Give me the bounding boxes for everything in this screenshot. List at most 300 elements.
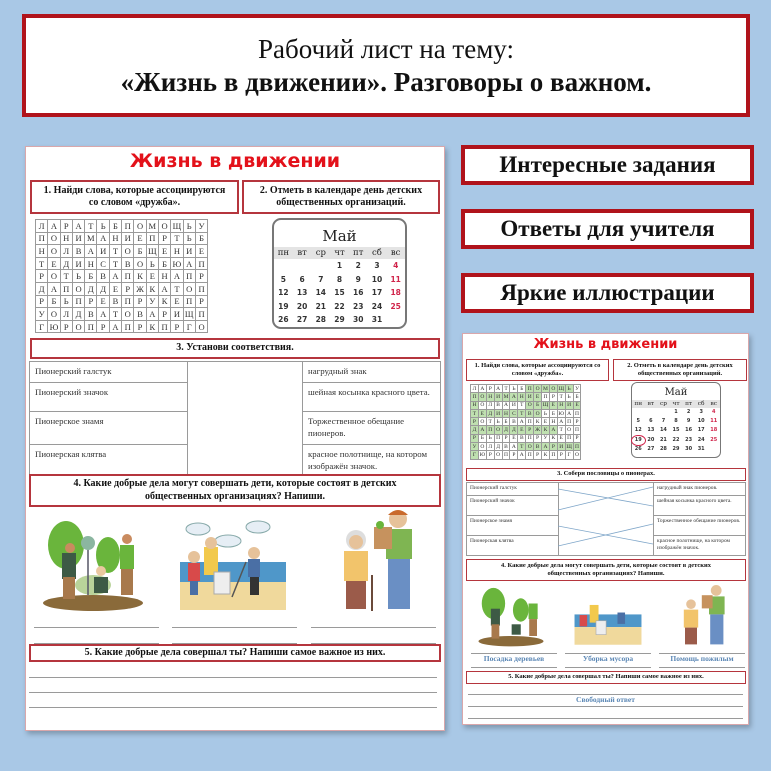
grid-letter[interactable]: С bbox=[510, 409, 518, 417]
grid-letter[interactable]: Р bbox=[158, 308, 170, 321]
grid-letter[interactable]: П bbox=[72, 295, 84, 308]
calendar-day[interactable]: 11 bbox=[710, 418, 718, 425]
grid-letter[interactable]: П bbox=[504, 452, 508, 459]
matching-definition[interactable]: шейная косынка красного цвета. bbox=[654, 496, 746, 516]
grid-letter[interactable]: И bbox=[97, 245, 109, 258]
grid-letter[interactable]: Н bbox=[109, 232, 121, 245]
matching-term[interactable]: Пионерский значок bbox=[30, 382, 188, 411]
grid-letter[interactable]: У bbox=[472, 443, 477, 450]
grid-letter[interactable]: Н bbox=[60, 232, 72, 245]
grid-letter[interactable]: Л bbox=[60, 245, 72, 258]
calendar-day[interactable]: 30 bbox=[353, 315, 364, 324]
grid-letter[interactable]: Ж bbox=[535, 427, 541, 434]
grid-letter[interactable]: Л bbox=[486, 401, 494, 409]
grid-letter[interactable]: О bbox=[134, 220, 146, 233]
grid-letter[interactable]: А bbox=[109, 320, 121, 333]
grid-letter[interactable]: Б bbox=[534, 401, 542, 409]
grid-letter[interactable]: Р bbox=[510, 451, 518, 459]
grid-letter[interactable]: В bbox=[122, 257, 134, 270]
grid-letter[interactable]: Р bbox=[557, 451, 565, 459]
grid-letter[interactable]: К bbox=[146, 320, 158, 333]
matching-definition[interactable]: Торжественное обещание пионеров. bbox=[654, 516, 746, 536]
calendar-day[interactable]: 22 bbox=[672, 436, 680, 443]
grid-letter[interactable]: Д bbox=[510, 426, 518, 434]
grid-letter[interactable]: В bbox=[510, 418, 518, 426]
grid-letter[interactable]: А bbox=[48, 220, 60, 233]
grid-letter[interactable]: Ь bbox=[183, 232, 195, 245]
answer-line[interactable] bbox=[172, 627, 297, 628]
grid-letter[interactable]: Р bbox=[171, 320, 183, 333]
calendar-day[interactable]: 20 bbox=[647, 436, 655, 443]
grid-letter[interactable]: П bbox=[527, 452, 532, 459]
grid-letter[interactable]: Б bbox=[549, 409, 557, 417]
grid-letter[interactable]: Т bbox=[109, 308, 121, 321]
grid-letter[interactable]: В bbox=[85, 308, 97, 321]
grid-letter[interactable]: В bbox=[534, 443, 542, 451]
grid-letter[interactable]: Е bbox=[542, 418, 550, 426]
calendar-day[interactable]: 21 bbox=[315, 301, 327, 311]
grid-letter[interactable]: Н bbox=[559, 402, 564, 409]
grid-letter[interactable]: Т bbox=[486, 418, 494, 426]
grid-letter[interactable]: Р bbox=[195, 270, 207, 283]
grid-letter[interactable]: Р bbox=[85, 295, 97, 308]
grid-letter[interactable]: Р bbox=[471, 434, 479, 442]
calendar-day[interactable]: 5 bbox=[636, 418, 641, 425]
grid-letter[interactable]: А bbox=[551, 427, 556, 434]
grid-letter[interactable]: А bbox=[85, 245, 97, 258]
grid-letter[interactable]: А bbox=[511, 443, 516, 450]
answer-line[interactable] bbox=[311, 627, 436, 628]
grid-letter[interactable]: И bbox=[122, 232, 134, 245]
grid-letter[interactable]: П bbox=[122, 295, 134, 308]
grid-letter[interactable]: П bbox=[146, 232, 158, 245]
grid-letter[interactable]: К bbox=[534, 418, 542, 426]
grid-letter[interactable]: О bbox=[158, 220, 170, 233]
grid-letter[interactable]: Р bbox=[549, 393, 557, 401]
grid-letter[interactable]: И bbox=[559, 443, 564, 450]
grid-letter[interactable]: П bbox=[575, 410, 580, 417]
calendar-day[interactable]: 22 bbox=[334, 301, 345, 311]
calendar-day[interactable]: 15 bbox=[672, 427, 680, 434]
calendar-day[interactable]: 25 bbox=[710, 436, 718, 443]
grid-letter[interactable]: К bbox=[549, 434, 557, 442]
matching-definition[interactable]: Торжественное обещание пионеров. bbox=[303, 411, 441, 444]
grid-letter[interactable]: Т bbox=[60, 270, 72, 283]
grid-letter[interactable]: Ю bbox=[479, 452, 486, 459]
calendar-day[interactable]: 27 bbox=[296, 315, 308, 324]
grid-letter[interactable]: Ь bbox=[494, 418, 502, 426]
matching-connector-area[interactable] bbox=[188, 362, 303, 477]
matching-definition[interactable]: красное полотнище, на котором изображён значок. bbox=[654, 536, 746, 556]
grid-letter[interactable]: М bbox=[85, 232, 97, 245]
grid-letter[interactable]: Ь bbox=[183, 220, 195, 233]
calendar-day[interactable]: 26 bbox=[634, 445, 642, 452]
grid-letter[interactable]: И bbox=[496, 410, 501, 417]
grid-letter[interactable]: Р bbox=[573, 434, 581, 442]
grid-letter[interactable]: А bbox=[72, 220, 84, 233]
grid-letter[interactable]: В bbox=[109, 295, 121, 308]
grid-letter[interactable]: В bbox=[134, 308, 146, 321]
grid-letter[interactable]: А bbox=[504, 402, 508, 409]
grid-letter[interactable]: Б bbox=[85, 270, 97, 283]
grid-letter[interactable]: Д bbox=[471, 426, 479, 434]
answer-line[interactable] bbox=[29, 707, 437, 708]
calendar-day[interactable]: 15 bbox=[334, 288, 345, 297]
calendar-day[interactable]: 9 bbox=[355, 274, 361, 284]
grid-letter[interactable]: П bbox=[60, 282, 72, 295]
calendar-day[interactable]: 8 bbox=[674, 418, 678, 425]
grid-letter[interactable]: Щ bbox=[172, 220, 182, 231]
grid-letter[interactable]: У bbox=[146, 295, 158, 308]
grid-letter[interactable]: Н bbox=[472, 402, 477, 409]
grid-letter[interactable]: И bbox=[72, 257, 84, 270]
grid-letter[interactable]: Р bbox=[502, 434, 510, 442]
matching-definition[interactable]: нагрудный знак пионеров. bbox=[654, 483, 746, 496]
calendar-day[interactable]: 23 bbox=[685, 436, 693, 443]
grid-letter[interactable]: Б bbox=[195, 232, 207, 245]
grid-letter[interactable]: Р bbox=[97, 320, 109, 333]
calendar-day[interactable]: 12 bbox=[278, 288, 289, 297]
grid-letter[interactable]: П bbox=[551, 452, 556, 459]
grid-letter[interactable]: Н bbox=[551, 418, 556, 425]
grid-letter[interactable]: Р bbox=[549, 443, 557, 451]
grid-letter[interactable]: О bbox=[480, 418, 485, 425]
grid-letter[interactable]: П bbox=[122, 270, 134, 283]
grid-letter[interactable]: О bbox=[48, 245, 60, 258]
grid-letter[interactable]: П bbox=[183, 295, 195, 308]
calendar-day[interactable]: 3 bbox=[374, 261, 380, 270]
calendar-day[interactable]: 3 bbox=[699, 409, 703, 415]
grid-letter[interactable]: Е bbox=[109, 282, 121, 295]
grid-letter[interactable]: Ь bbox=[565, 393, 573, 401]
grid-letter[interactable]: А bbox=[519, 418, 524, 425]
grid-letter[interactable]: П bbox=[527, 418, 532, 425]
grid-letter[interactable]: О bbox=[480, 443, 485, 450]
calendar-day[interactable]: 20 bbox=[296, 301, 308, 311]
calendar-day[interactable]: 14 bbox=[659, 427, 667, 434]
grid-letter[interactable]: О bbox=[72, 282, 84, 295]
grid-letter[interactable]: О bbox=[551, 385, 556, 392]
grid-letter[interactable]: П bbox=[496, 435, 501, 442]
grid-letter[interactable]: Е bbox=[573, 401, 581, 409]
calendar-day[interactable]: 31 bbox=[697, 445, 705, 452]
grid-letter[interactable]: Е bbox=[134, 232, 146, 245]
grid-letter[interactable]: Ж bbox=[134, 282, 146, 295]
calendar-day[interactable]: 1 bbox=[674, 409, 678, 415]
grid-letter[interactable]: Ь bbox=[510, 385, 518, 393]
calendar-day[interactable]: 26 bbox=[278, 315, 289, 324]
grid-letter[interactable]: Д bbox=[502, 426, 510, 434]
grid-letter[interactable]: П bbox=[575, 443, 580, 450]
grid-letter[interactable]: О bbox=[195, 320, 207, 333]
calendar-day[interactable]: 10 bbox=[371, 274, 383, 284]
grid-letter[interactable]: Г bbox=[36, 320, 48, 333]
grid-letter[interactable]: Р bbox=[534, 451, 542, 459]
grid-letter[interactable]: А bbox=[158, 282, 170, 295]
grid-letter[interactable]: П bbox=[575, 427, 580, 434]
grid-letter[interactable]: А bbox=[559, 418, 564, 425]
grid-letter[interactable]: Щ bbox=[184, 308, 194, 319]
grid-letter[interactable]: Н bbox=[519, 393, 524, 400]
calendar-day[interactable]: 4 bbox=[393, 261, 399, 270]
grid-letter[interactable]: Г bbox=[565, 451, 573, 459]
grid-letter[interactable]: О bbox=[480, 393, 485, 400]
grid-letter[interactable]: П bbox=[85, 320, 97, 333]
matching-term[interactable]: Пионерский галстук bbox=[30, 362, 188, 383]
grid-letter[interactable]: Н bbox=[504, 410, 508, 417]
grid-letter[interactable]: Т bbox=[557, 426, 565, 434]
calendar-day[interactable]: 23 bbox=[353, 301, 364, 311]
calendar-day[interactable]: 29 bbox=[334, 315, 345, 324]
grid-letter[interactable]: А bbox=[183, 257, 195, 270]
grid-letter[interactable]: У bbox=[543, 435, 548, 442]
grid-letter[interactable]: П bbox=[543, 393, 548, 400]
grid-letter[interactable]: Б bbox=[518, 385, 526, 393]
grid-letter[interactable]: А bbox=[519, 452, 524, 459]
matching-definition[interactable]: нагрудный знак bbox=[303, 362, 441, 383]
calendar-day[interactable]: 1 bbox=[336, 261, 343, 270]
grid-letter[interactable]: В bbox=[494, 401, 502, 409]
grid-letter[interactable]: О bbox=[527, 402, 532, 409]
grid-letter[interactable]: О bbox=[535, 385, 540, 392]
calendar-day[interactable]: 4 bbox=[712, 409, 716, 415]
grid-letter[interactable]: П bbox=[122, 320, 134, 333]
grid-letter[interactable]: П bbox=[195, 282, 207, 295]
grid-letter[interactable]: Р bbox=[486, 451, 494, 459]
grid-letter[interactable]: О bbox=[72, 320, 84, 333]
calendar-day[interactable]: 25 bbox=[390, 301, 401, 311]
calendar-day[interactable]: 5 bbox=[280, 274, 286, 284]
grid-letter[interactable]: Р bbox=[60, 220, 72, 233]
grid-letter[interactable]: К bbox=[542, 426, 550, 434]
grid-letter[interactable]: Р bbox=[122, 282, 134, 295]
grid-letter[interactable]: О bbox=[496, 452, 501, 459]
grid-letter[interactable]: А bbox=[480, 385, 485, 392]
calendar-day[interactable]: 17 bbox=[697, 427, 705, 434]
grid-letter[interactable]: И bbox=[567, 402, 572, 409]
calendar-day[interactable]: 18 bbox=[710, 427, 718, 434]
grid-letter[interactable]: О bbox=[575, 452, 580, 459]
grid-letter[interactable]: Т bbox=[109, 245, 121, 258]
grid-letter[interactable]: Е bbox=[158, 245, 170, 258]
calendar-day[interactable]: 6 bbox=[299, 274, 305, 284]
grid-letter[interactable]: Т bbox=[557, 393, 565, 401]
calendar-day[interactable]: 27 bbox=[647, 445, 655, 452]
calendar-day[interactable]: 28 bbox=[315, 315, 327, 324]
grid-letter[interactable]: А bbox=[171, 270, 183, 283]
grid-letter[interactable]: Е bbox=[48, 257, 60, 270]
calendar-day[interactable]: 13 bbox=[296, 288, 308, 297]
grid-letter[interactable]: Л bbox=[471, 385, 479, 393]
grid-letter[interactable]: Е bbox=[549, 401, 557, 409]
grid-letter[interactable]: Л bbox=[486, 443, 494, 451]
grid-letter[interactable]: Р bbox=[486, 385, 494, 393]
grid-letter[interactable]: Р bbox=[60, 320, 72, 333]
grid-letter[interactable]: А bbox=[109, 270, 121, 283]
grid-letter[interactable]: Д bbox=[36, 282, 48, 295]
grid-letter[interactable]: Е bbox=[171, 295, 183, 308]
matching-term[interactable]: Пионерское знамя bbox=[467, 516, 559, 536]
grid-letter[interactable]: Ь bbox=[542, 409, 550, 417]
answer-line[interactable] bbox=[29, 692, 437, 693]
grid-letter[interactable]: Р bbox=[36, 270, 48, 283]
calendar-day[interactable]: 31 bbox=[371, 315, 383, 324]
grid-letter[interactable]: Е bbox=[478, 409, 486, 417]
grid-letter[interactable]: И bbox=[171, 308, 183, 321]
matching-term[interactable]: Пионерская клятва bbox=[467, 536, 559, 556]
calendar-day[interactable]: 6 bbox=[649, 418, 653, 425]
grid-letter[interactable]: Н bbox=[158, 270, 170, 283]
grid-letter[interactable]: П bbox=[527, 385, 532, 392]
grid-letter[interactable]: У bbox=[195, 220, 207, 233]
matching-term[interactable]: Пионерская клятва bbox=[30, 444, 188, 477]
calendar-day[interactable]: 30 bbox=[685, 445, 693, 452]
grid-letter[interactable]: П bbox=[158, 320, 170, 333]
grid-letter[interactable]: П bbox=[195, 308, 207, 321]
grid-letter[interactable]: Е bbox=[518, 426, 526, 434]
grid-letter[interactable]: Н bbox=[85, 257, 97, 270]
grid-letter[interactable]: Е bbox=[510, 434, 518, 442]
grid-letter[interactable]: М bbox=[146, 220, 158, 233]
calendar-day[interactable]: 14 bbox=[315, 288, 327, 297]
answer-line[interactable] bbox=[34, 627, 159, 628]
grid-letter[interactable]: О bbox=[48, 270, 60, 283]
grid-letter[interactable]: Ь bbox=[146, 257, 158, 270]
grid-letter[interactable]: А bbox=[48, 282, 60, 295]
grid-letter[interactable]: А bbox=[567, 410, 572, 417]
calendar-day[interactable]: 24 bbox=[697, 436, 705, 443]
grid-letter[interactable]: А bbox=[146, 308, 158, 321]
grid-letter[interactable]: А bbox=[480, 427, 485, 434]
grid-letter[interactable]: О bbox=[496, 427, 501, 434]
grid-letter[interactable]: Р bbox=[526, 426, 534, 434]
grid-letter[interactable]: И bbox=[183, 245, 195, 258]
grid-letter[interactable]: К bbox=[134, 270, 146, 283]
grid-letter[interactable]: Е bbox=[97, 295, 109, 308]
grid-letter[interactable]: Р bbox=[134, 320, 146, 333]
grid-letter[interactable]: Р bbox=[573, 418, 581, 426]
grid-letter[interactable]: А bbox=[97, 232, 109, 245]
grid-letter[interactable]: Т bbox=[109, 257, 121, 270]
calendar-day[interactable]: 17 bbox=[371, 288, 383, 297]
grid-letter[interactable]: П bbox=[527, 435, 532, 442]
grid-letter[interactable]: К bbox=[158, 295, 170, 308]
grid-letter[interactable]: Л bbox=[60, 308, 72, 321]
grid-letter[interactable]: О bbox=[567, 427, 572, 434]
grid-letter[interactable]: Г bbox=[471, 451, 479, 459]
grid-letter[interactable]: В bbox=[518, 434, 526, 442]
grid-letter[interactable]: Ь bbox=[60, 295, 72, 308]
grid-letter[interactable]: О bbox=[527, 443, 532, 450]
calendar-day[interactable]: 2 bbox=[355, 261, 361, 270]
grid-letter[interactable]: К bbox=[542, 451, 550, 459]
grid-letter[interactable]: У bbox=[36, 308, 48, 321]
grid-letter[interactable]: Ь bbox=[97, 220, 109, 233]
matching-term[interactable]: Пионерский галстук bbox=[467, 483, 559, 496]
grid-letter[interactable]: О bbox=[535, 410, 540, 417]
grid-letter[interactable]: Б bbox=[502, 418, 510, 426]
grid-letter[interactable]: Т bbox=[171, 232, 183, 245]
calendar-day[interactable]: 19 bbox=[278, 301, 289, 311]
grid-letter[interactable]: Ь bbox=[72, 270, 84, 283]
calendar-day[interactable]: 8 bbox=[336, 274, 343, 284]
calendar-day[interactable]: 13 bbox=[647, 427, 655, 434]
grid-letter[interactable]: Б bbox=[158, 257, 170, 270]
grid-letter[interactable]: Б bbox=[478, 434, 486, 442]
grid-letter[interactable]: Б bbox=[109, 220, 121, 233]
grid-letter[interactable]: Р bbox=[471, 418, 479, 426]
grid-letter[interactable]: Щ bbox=[558, 385, 565, 392]
calendar-day[interactable]: 21 bbox=[659, 436, 667, 443]
calendar-day[interactable]: 24 bbox=[371, 301, 383, 311]
grid-letter[interactable]: О bbox=[48, 308, 60, 321]
calendar-day[interactable]: 16 bbox=[353, 288, 364, 297]
matching-term[interactable]: Пионерский значок bbox=[467, 496, 559, 516]
grid-letter[interactable]: Н bbox=[488, 393, 493, 400]
calendar-day[interactable]: 28 bbox=[659, 445, 667, 452]
grid-letter[interactable]: И bbox=[511, 402, 516, 409]
grid-letter[interactable]: Т bbox=[518, 409, 526, 417]
grid-letter[interactable]: Д bbox=[486, 409, 494, 417]
grid-letter[interactable]: Е bbox=[195, 245, 207, 258]
grid-letter[interactable]: Р bbox=[36, 295, 48, 308]
grid-letter[interactable]: О bbox=[134, 257, 146, 270]
grid-letter[interactable]: Т bbox=[36, 257, 48, 270]
grid-letter[interactable]: Р bbox=[195, 295, 207, 308]
grid-letter[interactable]: Е bbox=[557, 434, 565, 442]
calendar-day[interactable]: 2 bbox=[686, 409, 691, 415]
grid-letter[interactable]: П bbox=[195, 257, 207, 270]
grid-letter[interactable]: Р bbox=[134, 295, 146, 308]
grid-letter[interactable]: В bbox=[526, 409, 534, 417]
grid-letter[interactable]: М bbox=[543, 385, 548, 392]
calendar-day[interactable]: 29 bbox=[672, 445, 680, 452]
grid-letter[interactable]: П bbox=[472, 393, 477, 400]
grid-letter[interactable]: П bbox=[122, 220, 134, 233]
grid-letter[interactable]: П bbox=[36, 232, 48, 245]
grid-letter[interactable]: С bbox=[97, 257, 109, 270]
grid-letter[interactable]: А bbox=[496, 385, 501, 392]
grid-letter[interactable]: Ю bbox=[49, 321, 59, 332]
grid-letter[interactable]: Д bbox=[85, 282, 97, 295]
grid-letter[interactable]: Щ bbox=[542, 402, 549, 409]
grid-letter[interactable]: Ь bbox=[565, 385, 573, 393]
calendar-day[interactable]: 7 bbox=[661, 418, 666, 425]
grid-letter[interactable]: П bbox=[567, 418, 572, 425]
grid-letter[interactable]: Д bbox=[494, 443, 502, 451]
grid-letter[interactable]: Т bbox=[518, 443, 526, 451]
grid-letter[interactable]: М bbox=[503, 393, 509, 400]
calendar-day[interactable]: 9 bbox=[686, 418, 691, 425]
grid-letter[interactable]: Н bbox=[171, 245, 183, 258]
calendar-day[interactable]: 16 bbox=[685, 427, 693, 434]
grid-letter[interactable]: О bbox=[183, 282, 195, 295]
grid-letter[interactable]: В bbox=[502, 443, 510, 451]
answer-line[interactable] bbox=[29, 677, 437, 678]
grid-letter[interactable]: Б bbox=[134, 245, 146, 258]
calendar-day[interactable]: 19 bbox=[632, 436, 645, 445]
grid-letter[interactable]: Ь bbox=[486, 434, 494, 442]
grid-letter[interactable]: Г bbox=[183, 320, 195, 333]
grid-letter[interactable]: И bbox=[496, 393, 501, 400]
grid-letter[interactable]: П bbox=[567, 435, 572, 442]
grid-letter[interactable]: И bbox=[72, 232, 84, 245]
grid-letter[interactable]: Н bbox=[36, 245, 48, 258]
grid-letter[interactable]: О bbox=[122, 245, 134, 258]
grid-letter[interactable]: Б bbox=[573, 393, 581, 401]
grid-letter[interactable]: Л bbox=[36, 220, 48, 233]
calendar-day[interactable]: 11 bbox=[390, 274, 401, 284]
